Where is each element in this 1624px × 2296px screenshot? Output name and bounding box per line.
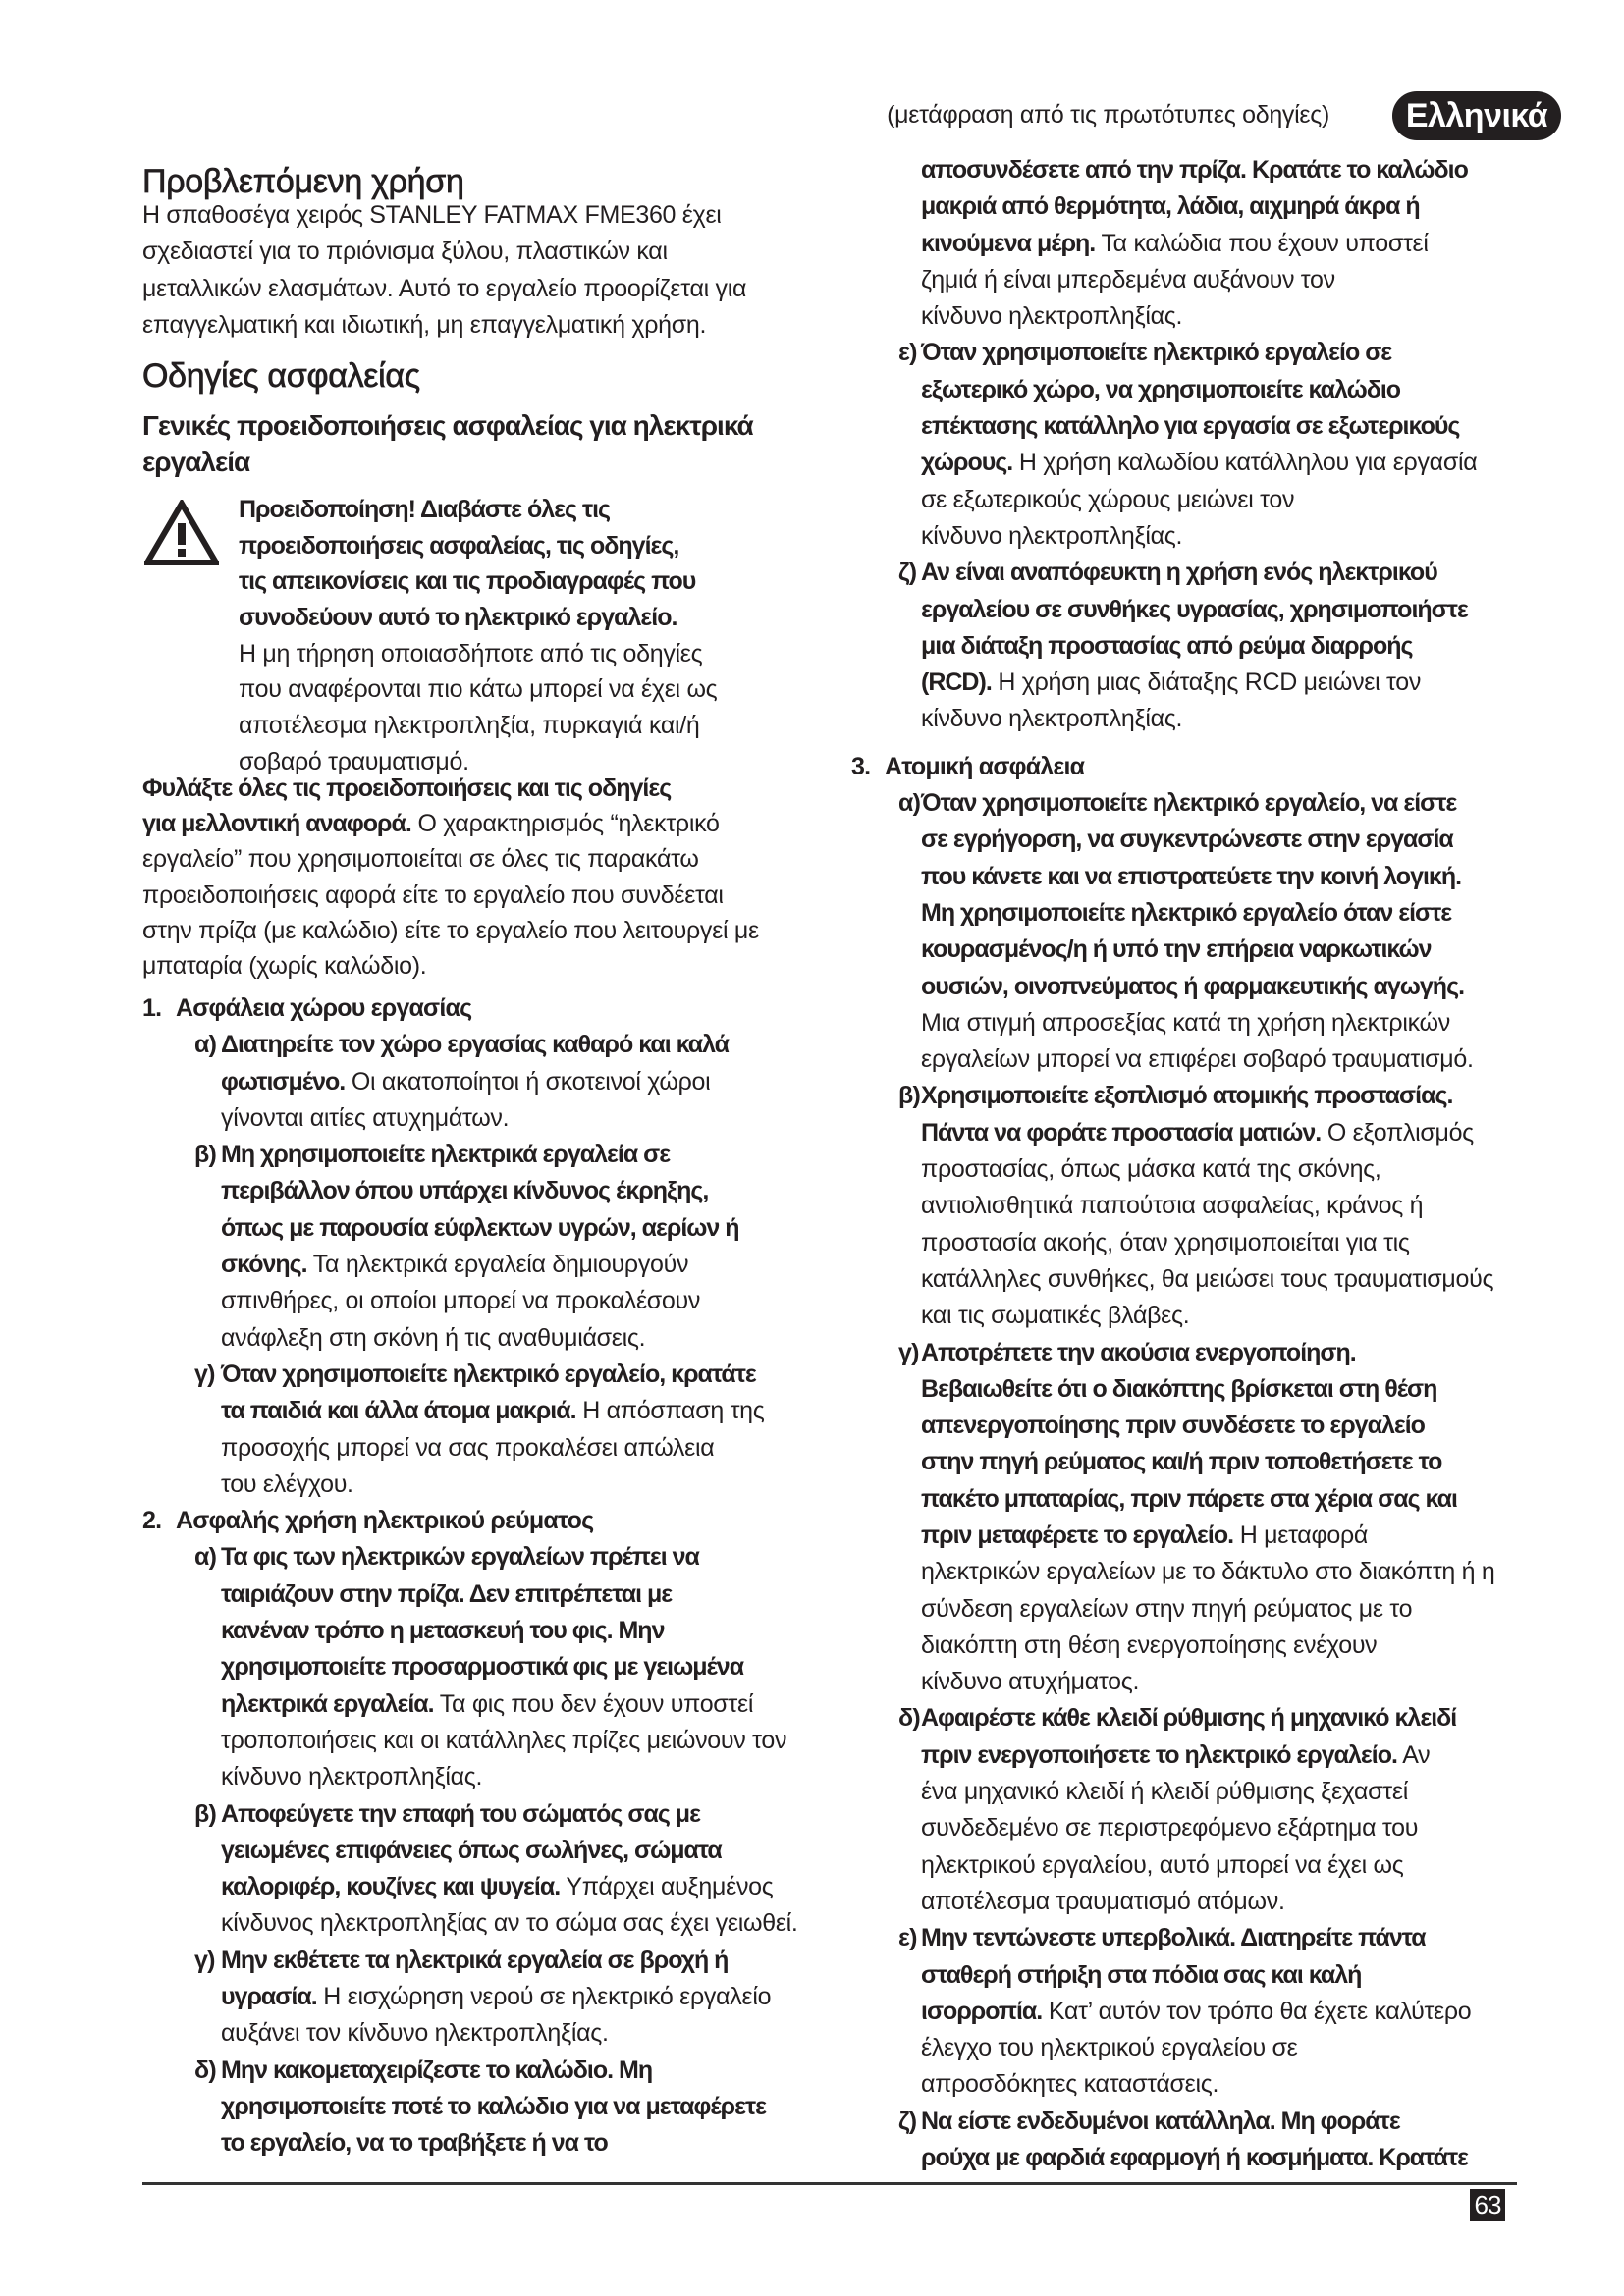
- text-line: [921, 1774, 1529, 1810]
- text-line: [921, 1041, 1529, 1078]
- bold-text: Διατηρείτε τον χώρο εργασίας καθαρό και καλά: [221, 1031, 730, 1059]
- bold-text: Βεβαιωθείτε ότι ο διακόπτης βρίσκεται στη θέση: [921, 1374, 1437, 1403]
- text-line: [221, 1283, 830, 1319]
- text-line: [221, 1357, 830, 1393]
- text-line: [142, 841, 759, 877]
- text-line: [221, 2015, 830, 2052]
- text-line: [921, 1957, 1529, 1994]
- text-line: [921, 1628, 1529, 1664]
- text-line: [221, 1137, 830, 1173]
- text-line: [142, 271, 746, 307]
- text-line: [239, 492, 830, 528]
- text-line: [921, 592, 1529, 628]
- body-text: που αναφέρονται πιο κάτω μπορεί να έχει ως: [239, 675, 718, 704]
- item-label: δ): [194, 2056, 216, 2084]
- bold-text: εξωτερικό χώρο, να χρησιμοποιείτε καλώδιο: [921, 375, 1401, 403]
- text-line: [921, 152, 1529, 188]
- body-text: Η μη τήρηση οποιασδήποτε από τις οδηγίες: [239, 639, 703, 667]
- text-line: [221, 1613, 830, 1649]
- text-line: [921, 445, 1529, 481]
- body-text: προστασία ακοής, όταν χρησιμοποιείται για τις: [921, 1228, 1410, 1256]
- intended-use-text: [142, 197, 746, 344]
- text-line: [921, 2140, 1529, 2176]
- text-line: [921, 1225, 1529, 1261]
- body-text: Η σπαθοσέγα χειρός STANLEY FATMAX FME360 έχει: [142, 201, 722, 229]
- bold-text: ηλεκτρικά εργαλεία.: [221, 1689, 434, 1718]
- bold-text: κανέναν τρόπο η μετασκευή του φις. Μην: [221, 1617, 665, 1645]
- continued-text: [851, 152, 1529, 335]
- text-line: [221, 1649, 830, 1685]
- bold-text: τις απεικονίσεις και τις προδιαγραφές που: [239, 567, 696, 596]
- text-line: [221, 1393, 830, 1429]
- text-line: [921, 932, 1529, 968]
- section-heading: [851, 749, 1529, 785]
- text-line: [221, 1247, 830, 1283]
- text-line: [239, 636, 830, 672]
- text-line: [921, 785, 1529, 822]
- text-line: [221, 1796, 830, 1833]
- body-text: Τα φις που δεν έχουν υποστεί: [433, 1689, 754, 1718]
- body-text: κίνδυνος ηλεκτροπληξίας αν το σώμα σας έχει γειωθεί.: [221, 1909, 798, 1938]
- text-line: [221, 2089, 830, 2125]
- bold-text: φωτισμένο.: [221, 1067, 346, 1095]
- body-text: γίνονται αιτίες ατυχημάτων.: [221, 1103, 510, 1132]
- bold-text: Αφαιρέστε κάθε κλειδί ρύθμισης ή μηχανικό κλειδί: [921, 1704, 1457, 1733]
- text-line: [142, 878, 759, 913]
- text-line: [921, 1518, 1529, 1554]
- body-text: σύνδεση εργαλείων στην πηγή ρεύματος με το: [921, 1594, 1413, 1623]
- item-label: β): [194, 1141, 216, 1169]
- text-line: [239, 600, 830, 636]
- text-line: [221, 1064, 830, 1100]
- body-text: αποτέλεσμα ηλεκτροπληξία, πυρκαγιά και/ή: [239, 712, 700, 740]
- text-line: [921, 518, 1529, 555]
- item-label: ζ): [898, 2107, 917, 2135]
- text-line: [221, 1467, 830, 1503]
- bold-text: Χρησιμοποιείτε εξοπλισμό ατομικής προστασίας.: [921, 1082, 1453, 1110]
- body-text: εργαλείων μπορεί να επιφέρει σοβαρό τραυματισμό.: [921, 1045, 1474, 1074]
- bold-text: όπως με παρουσία εύφλεκτων υγρών, αερίων ή: [221, 1213, 739, 1242]
- text-line: [921, 1298, 1529, 1334]
- body-text: σχεδιαστεί για το πριόνισμα ξύλου, πλαστικών και: [142, 238, 668, 266]
- body-text: προσοχής μπορεί να σας προκαλέσει απώλεια: [221, 1433, 715, 1462]
- body-text: Μια στιγμή απροσεξίας κατά τη χρήση ηλεκτρικών: [921, 1008, 1450, 1037]
- bold-text: Μη χρησιμοποιείτε ηλεκτρικά εργαλεία σε: [221, 1141, 671, 1169]
- text-line: [921, 1444, 1529, 1480]
- bold-text: απενεργοποίησης πριν συνδέσετε το εργαλείο: [921, 1412, 1425, 1440]
- body-text: Η μεταφορά: [1233, 1521, 1369, 1549]
- body-text: Ο χαρακτηρισμός “ηλεκτρικό: [410, 810, 720, 838]
- text-line: [142, 407, 753, 444]
- text-line: [221, 1430, 830, 1467]
- text-line: [239, 528, 830, 564]
- text-line: [921, 665, 1529, 701]
- text-line: [921, 628, 1529, 665]
- list-item: [142, 1137, 830, 1357]
- text-line: [221, 1576, 830, 1613]
- bold-text: χρησιμοποιείτε προσαρμοστικά φις με γειωμένα: [221, 1653, 744, 1682]
- body-text: Υπάρχει αυξημένος: [560, 1873, 774, 1901]
- list-item: [851, 1700, 1529, 1920]
- text-line: [221, 1027, 830, 1063]
- item-label: γ): [194, 1360, 215, 1388]
- section-title: Ασφάλεια χώρου εργασίας: [176, 994, 472, 1022]
- bold-text: Μην εκθέτετε τα ηλεκτρικά εργαλεία σε βροχή ή: [221, 1946, 729, 1974]
- text-line: [921, 335, 1529, 371]
- text-line: [921, 298, 1529, 335]
- bold-text: ρούχα με φαρδιά εφαρμογή ή κοσμήματα. Κρατάτε: [921, 2144, 1469, 2172]
- body-text: του ελέγχου.: [221, 1469, 353, 1498]
- intended-use-heading: Προβλεπόμενη χρήση: [142, 163, 464, 200]
- body-text: κίνδυνο ηλεκτροπληξίας.: [921, 302, 1183, 331]
- text-line: [921, 1700, 1529, 1736]
- bold-text: μακριά από θερμότητα, λάδια, αιχμηρά άκρα ή: [921, 192, 1420, 221]
- bold-text: Αν είναι αναπόφευκτη η χρήση ενός ηλεκτρικού: [921, 559, 1437, 587]
- bold-text: που κάνετε και να επιστρατεύετε την κοινή λογική.: [921, 862, 1462, 890]
- text-line: [921, 1737, 1529, 1774]
- section-heading: [142, 1503, 830, 1539]
- list-item: [142, 1796, 830, 1943]
- bold-text: πριν μεταφέρετε το εργαλείο.: [921, 1521, 1234, 1549]
- body-text: ηλεκτρικών εργαλείων με το δάκτυλο στο διακόπτη ή η: [921, 1558, 1495, 1586]
- bold-text: πριν ενεργοποιήσετε το ηλεκτρικό εργαλείο.: [921, 1740, 1397, 1769]
- body-text: προειδοποιήσεις αφορά είτε το εργαλείο που συνδέεται: [142, 881, 724, 909]
- text-line: [921, 408, 1529, 445]
- text-line: [921, 1335, 1529, 1371]
- list-item: [142, 1539, 830, 1795]
- text-line: [921, 1554, 1529, 1590]
- section-heading: [142, 990, 830, 1027]
- bold-text: πακέτο μπαταρίας, πριν πάρετε στα χέρια σας και: [921, 1484, 1457, 1513]
- bold-text: τα παιδιά και άλλα άτομα μακριά.: [221, 1397, 576, 1425]
- list-item: [851, 1335, 1529, 1701]
- bold-text: Αποφεύγετε την επαφή του σώματός σας με: [221, 1799, 700, 1828]
- body-text: Τα καλώδια που έχουν υποστεί: [1095, 229, 1429, 257]
- bold-text: περιβάλλον όπου υπάρχει κίνδυνος έκρηξης,: [221, 1177, 709, 1205]
- text-line: [921, 2066, 1529, 2103]
- text-line: [921, 1810, 1529, 1846]
- text-line: [921, 1408, 1529, 1444]
- body-text: σπινθήρες, οι οποίοι μπορεί να προκαλέσουν: [221, 1287, 701, 1315]
- body-text: κατάλληλες συνθήκες, θα μειώσει τους τραυματισμούς: [921, 1264, 1494, 1293]
- bold-text: υγρασία.: [221, 1983, 317, 2011]
- bold-text: το εργαλείο, να το τραβήξετε ή να το: [221, 2129, 608, 2158]
- list-item: [851, 1078, 1529, 1334]
- body-text: διακόπτη στη θέση ενεργοποίησης ενέχουν: [921, 1630, 1378, 1659]
- text-line: [221, 1539, 830, 1575]
- body-text: και τις σωματικές βλάβες.: [921, 1302, 1190, 1330]
- section-title: Ασφαλής χρήση ηλεκτρικού ρεύματος: [176, 1507, 594, 1535]
- body-text: ανάφλεξη στη σκόνη ή τις αναθυμιάσεις.: [221, 1323, 646, 1352]
- text-line: [221, 1320, 830, 1357]
- item-label: δ): [898, 1704, 920, 1733]
- bold-text: χώρους.: [921, 449, 1013, 477]
- text-line: [221, 1869, 830, 1905]
- list-item: [851, 555, 1529, 737]
- text-line: [142, 444, 753, 480]
- text-line: [921, 1591, 1529, 1628]
- text-line: [921, 822, 1529, 858]
- bold-text: εργαλείου σε συνθήκες υγρασίας, χρησιμοποιήστε: [921, 595, 1468, 623]
- text-line: [921, 226, 1529, 262]
- bold-text: χρησιμοποιείτε ποτέ το καλώδιο για να μεταφέρετε: [221, 2092, 766, 2120]
- text-line: [921, 701, 1529, 737]
- body-text: μπαταρία (χωρίς καλώδιο).: [142, 951, 427, 980]
- bold-text: συνοδεύουν αυτό το ηλεκτρικό εργαλείο.: [239, 604, 677, 632]
- list-item: [851, 1920, 1529, 2103]
- bold-text: κινούμενα μέρη.: [921, 229, 1096, 257]
- text-line: [921, 555, 1529, 591]
- body-text: αντιολισθητικά παπούτσια ασφαλείας, κράνος ή: [921, 1192, 1424, 1220]
- text-line: [142, 913, 759, 948]
- body-text: Η χρήση καλωδίου κατάλληλου για εργασία: [1012, 449, 1478, 477]
- text-line: [221, 1943, 830, 1979]
- body-text: προστασίας, όπως μάσκα κατά της σκόνης,: [921, 1155, 1381, 1184]
- body-text: κίνδυνο ηλεκτροπληξίας.: [921, 705, 1183, 733]
- text-line: [921, 1481, 1529, 1518]
- bold-text: Αποτρέπετε την ακούσια ενεργοποίηση.: [921, 1338, 1356, 1366]
- body-text: σοβαρό τραυματισμό.: [239, 747, 469, 775]
- text-line: [921, 1884, 1529, 1920]
- bold-text: μια διάταξη προστασίας από ρεύμα διαρροής: [921, 631, 1413, 660]
- body-text: σε εξωτερικούς χώρους μειώνει τον: [921, 485, 1295, 513]
- text-line: [921, 1847, 1529, 1884]
- bold-text: σταθερή στήριξη στα πόδια σας και καλή: [921, 1960, 1362, 1989]
- item-label: ζ): [898, 559, 917, 587]
- text-line: [142, 948, 759, 984]
- section-number: 1.: [142, 994, 162, 1022]
- text-line: [221, 1759, 830, 1795]
- body-text: κίνδυνο ηλεκτροπληξίας.: [921, 521, 1183, 550]
- section-number: 2.: [142, 1507, 162, 1535]
- text-line: [921, 1005, 1529, 1041]
- general-warnings-heading: [142, 407, 753, 481]
- bold-text: Μη χρησιμοποιείτε ηλεκτρικό εργαλείο όταν είστε: [921, 898, 1452, 927]
- body-text: Η εισχώρηση νερού σε ηλεκτρικό εργαλείο: [316, 1983, 772, 2011]
- bold-text: Μην κακομεταχειρίζεστε το καλώδιο. Μη: [221, 2056, 653, 2084]
- item-label: γ): [194, 1946, 215, 1974]
- text-line: [921, 1151, 1529, 1188]
- warning-triangle-icon: [144, 500, 219, 566]
- body-text: απροσδόκητες καταστάσεις.: [921, 2070, 1219, 2099]
- text-line: [921, 895, 1529, 932]
- bold-text: ουσιών, οινοπνεύματος ή φαρμακευτικής αγωγής.: [921, 972, 1465, 1000]
- text-line: [239, 671, 830, 708]
- text-line: [142, 771, 759, 806]
- section-title: Ατομική ασφάλεια: [885, 752, 1085, 780]
- bold-text: (RCD).: [921, 668, 992, 697]
- body-text: αποτέλεσμα τραυματισμό ατόμων.: [921, 1887, 1285, 1915]
- bold-text: Τα φις των ηλεκτρικών εργαλείων πρέπει να: [221, 1543, 699, 1572]
- body-text: κίνδυνο ηλεκτροπληξίας.: [221, 1763, 483, 1791]
- text-line: [921, 1664, 1529, 1700]
- bold-text: Όταν χρησιμοποιείτε ηλεκτρικό εργαλείο, να είστε: [921, 789, 1457, 818]
- bold-text: Όταν χρησιμοποιείτε ηλεκτρικό εργαλείο σε: [921, 339, 1392, 367]
- bold-text: εργαλεία: [142, 447, 250, 478]
- bold-text: σκόνης.: [221, 1251, 307, 1279]
- body-text: Η απόσπαση της: [575, 1397, 765, 1425]
- item-label: α): [194, 1031, 217, 1059]
- text-line: [221, 2125, 830, 2162]
- text-line: [921, 1261, 1529, 1298]
- bold-text: Φυλάξτε όλες τις προειδοποιήσεις και τις οδηγίες: [142, 774, 672, 802]
- body-text: Κατ’ αυτόν τον τρόπο θα έχετε καλύτερο: [1042, 1997, 1472, 2025]
- text-line: [921, 859, 1529, 895]
- item-label: β): [898, 1082, 920, 1110]
- text-line: [921, 372, 1529, 408]
- body-text: τροποποιήσεις και οι κατάλληλες πρίζες μειώνουν τον: [221, 1726, 787, 1754]
- item-label: γ): [898, 1338, 919, 1366]
- body-text: Ο εξοπλισμός: [1321, 1118, 1474, 1147]
- bold-text: αποσυνδέσετε από την πρίζα. Κρατάτε το καλώδιο: [921, 156, 1468, 184]
- left-sections: [142, 990, 830, 2163]
- text-line: [921, 1115, 1529, 1151]
- item-label: ε): [898, 1924, 917, 1952]
- body-text: επαγγελματική και ιδιωτική, μη επαγγελματική χρήση.: [142, 310, 707, 339]
- body-text: συνδεδεμένο σε περιστρεφόμενο εξάρτημα του: [921, 1814, 1419, 1842]
- bold-text: Να είστε ενδεδυμένοι κατάλληλα. Μη φοράτε: [921, 2107, 1400, 2135]
- text-line: [239, 708, 830, 744]
- right-sections: [851, 152, 1529, 2176]
- bold-text: ισορροπία.: [921, 1997, 1043, 2025]
- text-line: [221, 1210, 830, 1247]
- text-line: [921, 2030, 1529, 2066]
- body-text: Τα ηλεκτρικά εργαλεία δημιουργούν: [306, 1251, 689, 1279]
- language-badge: Ελληνικά: [1392, 91, 1561, 140]
- body-text: Οι ακατοποίητοι ή σκοτεινοί χώροι: [345, 1067, 711, 1095]
- text-line: [221, 1979, 830, 2015]
- safety-instructions-heading: Οδηγίες ασφαλείας: [142, 357, 420, 395]
- body-text: κίνδυνο ατυχήματος.: [921, 1668, 1140, 1696]
- list-item: [142, 1357, 830, 1503]
- bold-text: Πάντα να φοράτε προστασία ματιών.: [921, 1118, 1322, 1147]
- list-item: [142, 1027, 830, 1137]
- bold-text: επέκτασης κατάλληλο για εργασία σε εξωτερικούς: [921, 412, 1460, 441]
- text-line: [239, 563, 830, 600]
- bold-text: για μελλοντική αναφορά.: [142, 810, 411, 838]
- text-line: [921, 1920, 1529, 1956]
- list-item: [851, 785, 1529, 1078]
- list-item: [851, 2104, 1529, 2177]
- item-label: β): [194, 1799, 216, 1828]
- translation-note: (μετάφραση από τις πρωτότυπες οδηγίες): [887, 101, 1329, 129]
- bold-text: Μην τεντώνεστε υπερβολικά. Διατηρείτε πάντα: [921, 1924, 1426, 1952]
- text-line: [221, 1723, 830, 1759]
- text-line: [921, 1994, 1529, 2030]
- page-number: 63: [1470, 2189, 1505, 2221]
- warning-block: [142, 492, 830, 780]
- bold-text: κουρασμένος/η ή υπό την επήρεια ναρκωτικών: [921, 935, 1432, 964]
- text-line: [921, 1188, 1529, 1224]
- body-text: μεταλλικών ελασμάτων. Αυτό το εργαλείο προορίζεται για: [142, 274, 747, 302]
- body-text: ένα μηχανικό κλειδί ή κλειδί ρύθμισης ξεχαστεί: [921, 1778, 1408, 1806]
- section-number: 3.: [851, 752, 871, 780]
- bold-text: σε εγρήγορση, να συγκεντρώνεστε στην εργασία: [921, 826, 1453, 854]
- item-label: ε): [898, 339, 917, 367]
- item-label: α): [194, 1543, 217, 1572]
- text-line: [921, 262, 1529, 298]
- bold-text: Όταν χρησιμοποιείτε ηλεκτρικό εργαλείο, κρατάτε: [221, 1360, 756, 1388]
- text-line: [142, 234, 746, 270]
- bold-text: ταιριάζουν στην πρίζα. Δεν επιτρέπεται με: [221, 1579, 673, 1608]
- bold-text: προειδοποιήσεις ασφαλείας, τις οδηγίες,: [239, 531, 679, 560]
- text-line: [221, 1173, 830, 1209]
- body-text: στην πρίζα (με καλώδιο) είτε το εργαλείο που λειτουργεί με: [142, 916, 759, 944]
- list-item: [851, 335, 1529, 555]
- bold-text: Προειδοποίηση! Διαβάστε όλες τις: [239, 496, 611, 523]
- text-line: [142, 197, 746, 234]
- bold-text: στην πηγή ρεύματος και/ή πριν τοποθετήσετε το: [921, 1448, 1442, 1476]
- text-line: [921, 188, 1529, 225]
- body-text: ζημιά ή είναι μπερδεμένα αυξάνουν τον: [921, 265, 1335, 294]
- text-line: [921, 1078, 1529, 1114]
- text-line: [142, 806, 759, 841]
- text-line: [921, 969, 1529, 1005]
- bold-text: καλοριφέρ, κουζίνες και ψυγεία.: [221, 1873, 561, 1901]
- body-text: ηλεκτρικού εργαλείου, αυτό μπορεί να έχει ως: [921, 1850, 1404, 1879]
- text-line: [221, 1100, 830, 1137]
- bold-text: γειωμένες επιφάνειες όπως σωλήνες, σώματα: [221, 1836, 722, 1864]
- keep-instructions-text: [142, 771, 759, 984]
- body-text: Αν: [1396, 1740, 1431, 1769]
- warning-text: [142, 492, 830, 780]
- item-label: α): [898, 789, 921, 818]
- text-line: [921, 482, 1529, 518]
- text-line: [921, 1371, 1529, 1408]
- text-line: [221, 2053, 830, 2089]
- body-text: αυξάνει τον κίνδυνο ηλεκτροπληξίας.: [221, 2019, 609, 2048]
- bold-text: Γενικές προειδοποιήσεις ασφαλείας για ηλεκτρικά: [142, 410, 753, 441]
- footer-divider: [142, 2182, 1517, 2185]
- body-text: εργαλείο” που χρησιμοποιείται σε όλες τις παρακάτω: [142, 845, 699, 874]
- text-line: [221, 1833, 830, 1869]
- body-text: έλεγχο του ηλεκτρικού εργαλείου σε: [921, 2034, 1298, 2062]
- text-line: [221, 1905, 830, 1942]
- body-text: Η χρήση μιας διάταξης RCD μειώνει τον: [991, 668, 1422, 697]
- text-line: [921, 2104, 1529, 2140]
- list-item: [142, 1943, 830, 2053]
- text-line: [221, 1686, 830, 1723]
- text-line: [142, 307, 746, 344]
- list-item: [142, 2053, 830, 2163]
